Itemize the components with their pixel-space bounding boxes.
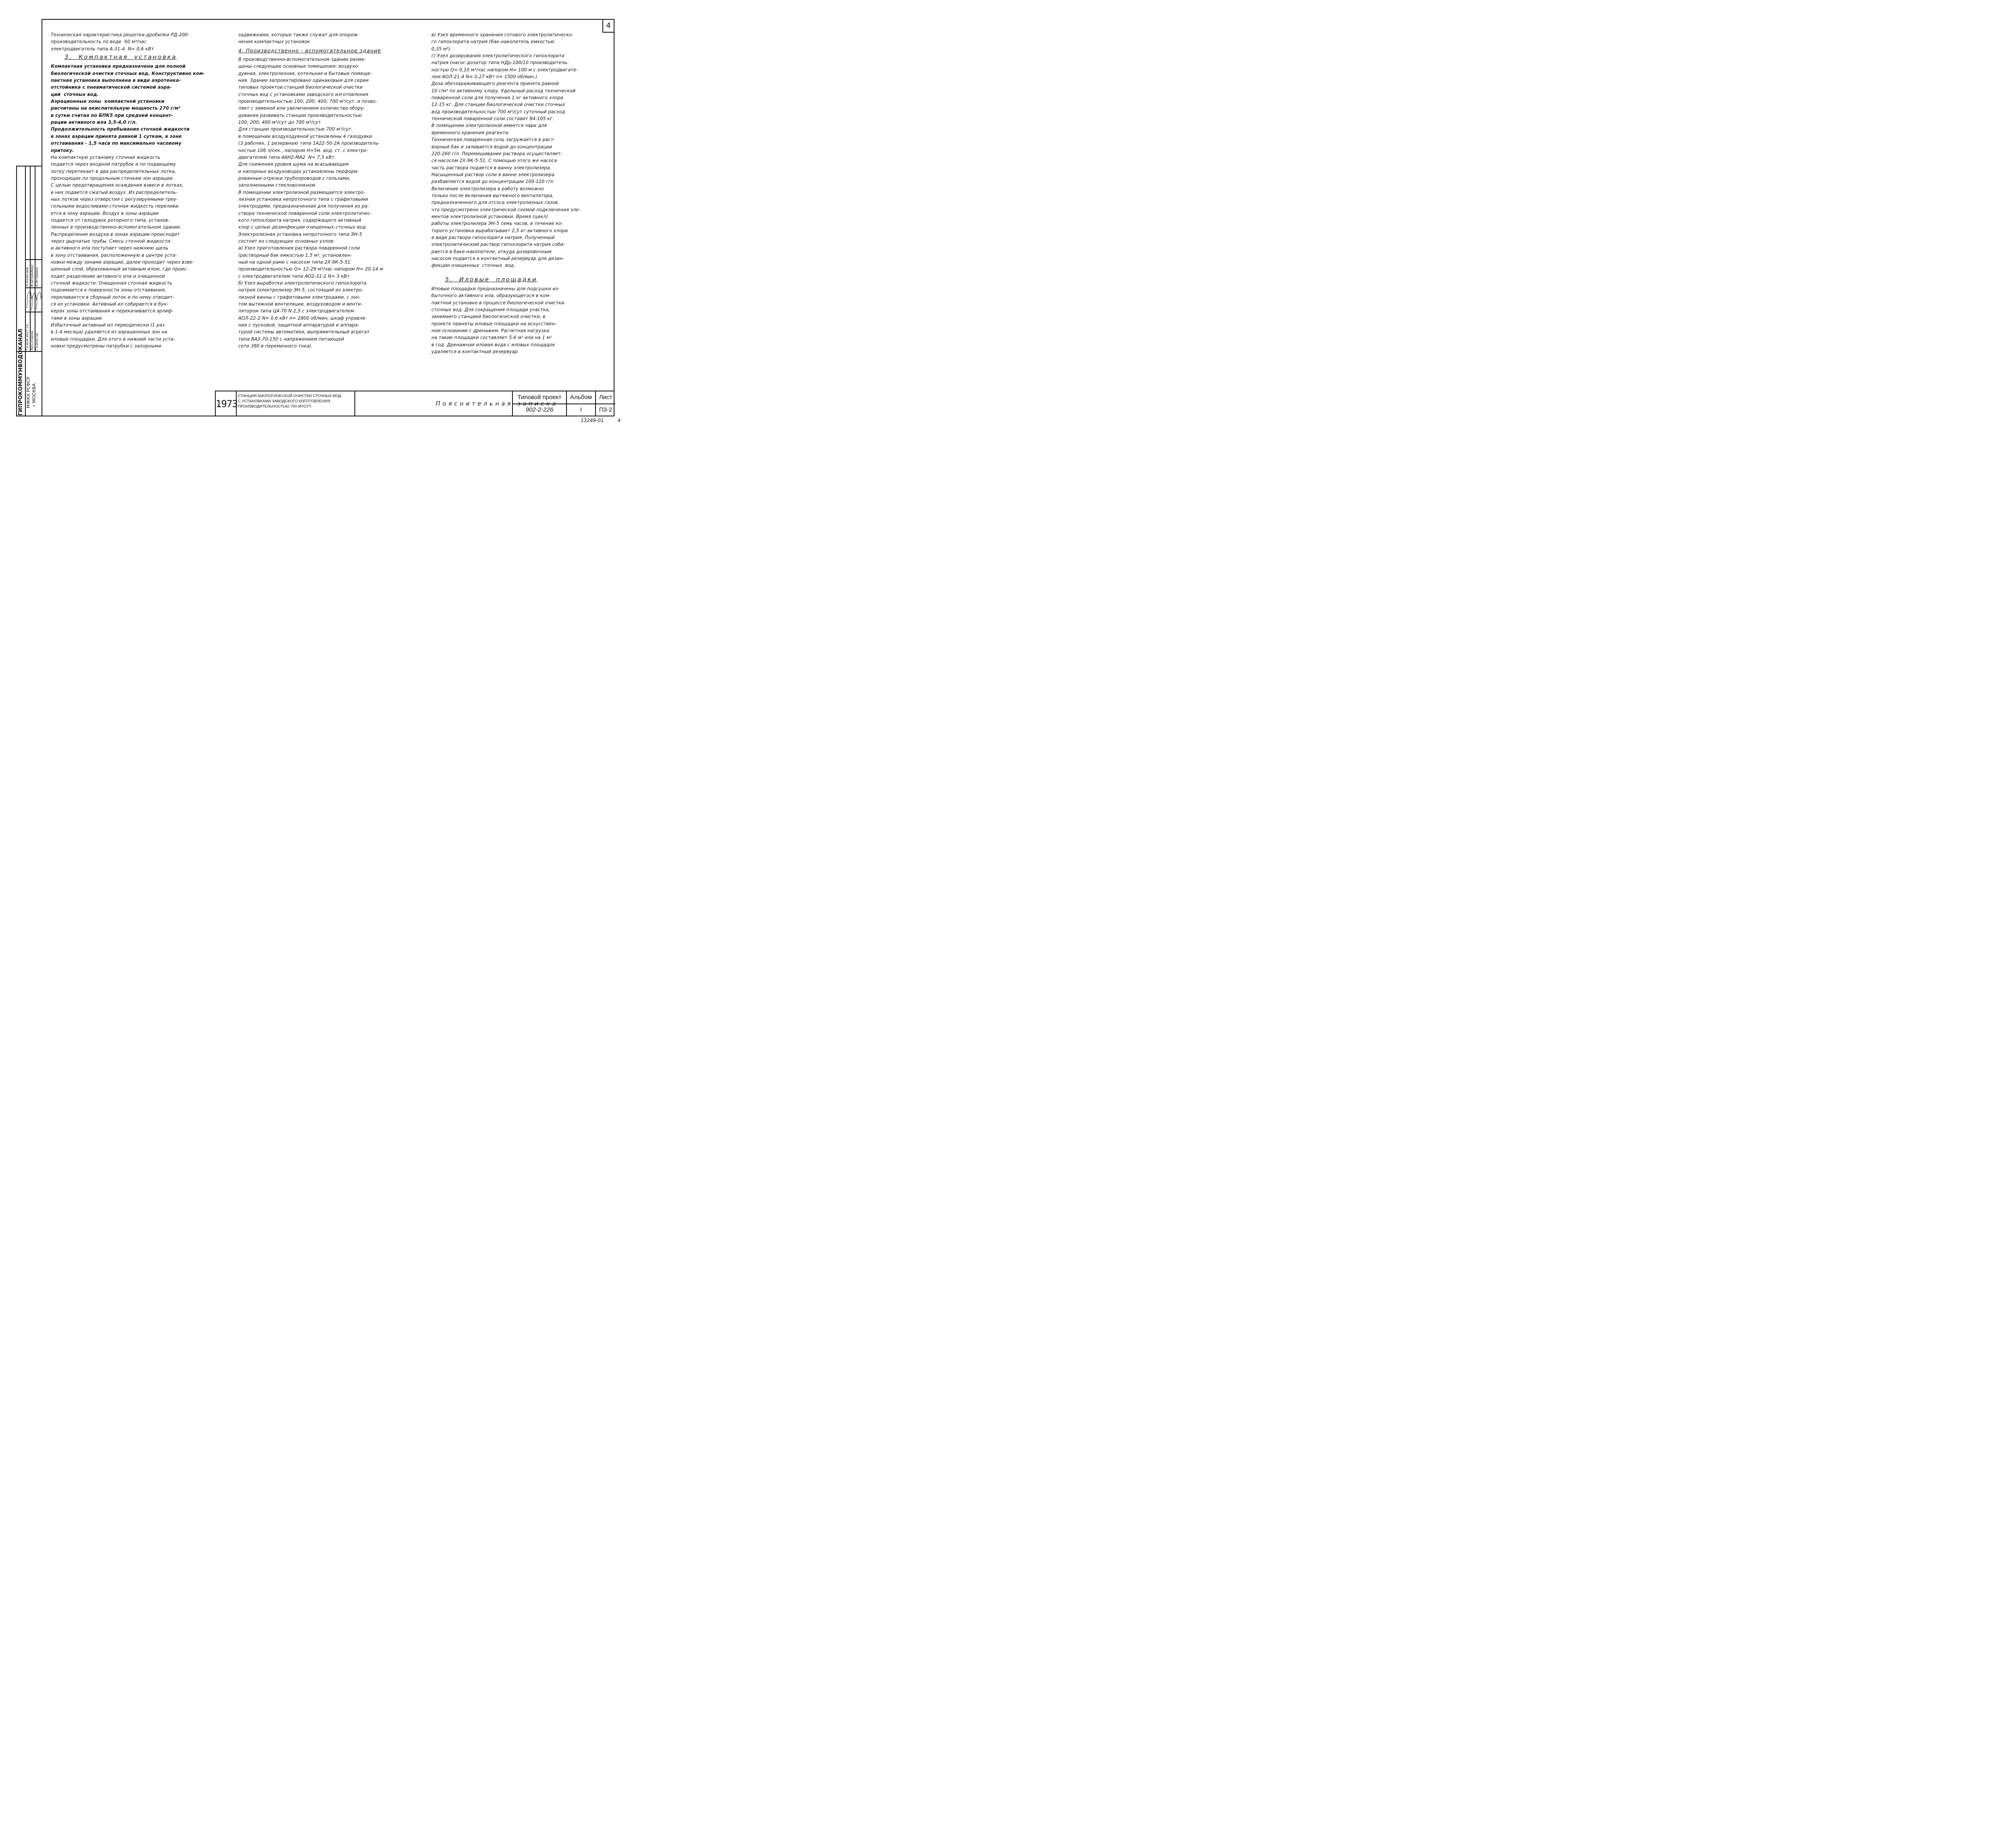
- text-line: насосом подается в контактный резервуар для дезин-: [431, 256, 564, 261]
- text-line: производительностью 100; 200; 400; 700 м³/сут. и позво-: [238, 99, 377, 104]
- sheet-label: Лист: [596, 391, 615, 404]
- text-line: Иловые площадки предназначены для подсушки из-: [431, 286, 560, 292]
- column-3: [431, 31, 609, 355]
- text-line: с электродвигателем типа АО2-31-2 N= 3 кВт: [238, 273, 350, 279]
- text-line: двигателем типа 4АН2-МА2 N= 7,5 кВт.: [238, 154, 336, 160]
- col2-body: [238, 56, 421, 349]
- text-line: лем АОЛ-21-4 N= 0,27 кВт n= 1500 об/мин.): [431, 74, 537, 80]
- title-note: Пояснительная записка: [436, 401, 558, 407]
- text-line: том вытяжной вентиляции, воздуховодом и венти-: [238, 302, 362, 307]
- text-line: ный на одной раме с насосом типа 2Х-9К-5-51: [238, 260, 350, 265]
- stamp-city: г.МОСКВА: [31, 383, 37, 407]
- title-year: 1973: [216, 391, 237, 416]
- text-line: на такие площадки составляет 5-6 м³ ила на 1 м²: [431, 335, 552, 341]
- text-line: ном основании с дренажем. Расчетная нагрузка: [431, 328, 550, 334]
- text-line: (3 рабочих, 1 резервная) типа 1А22-50-2А производитель-: [238, 141, 380, 146]
- text-line: Техническая поваренная соль загружается в раст-: [431, 137, 555, 143]
- text-line: Техническая характеристика решетки-дробилки РД-200:: [51, 32, 190, 37]
- stamp-row3-role: Гл.инж.пр.: [35, 332, 39, 350]
- title-line: С УСТАНОВКАМИ ЗАВОДСКОГО ИЗГОТОВЛЕНИЯ: [238, 399, 330, 404]
- text-line: гольными водосливами сточная жидкость перелива-: [51, 204, 180, 209]
- text-line: сточных вод. Для сокращения площади участка,: [431, 307, 550, 313]
- text-line: шенный слой, образованный активным илом, где проис-: [51, 266, 188, 272]
- text-line: в год. Дренажная иловая вода с иловых площадок: [431, 342, 555, 347]
- text-line: щены следующие основные помещения: воздухо-: [238, 64, 360, 69]
- text-line: проекте приняты иловые площадки на искусствен-: [431, 321, 557, 327]
- text-line: ния с пусковой, защитной аппаратурой и аппара-: [238, 322, 359, 328]
- text-line: ных лотков через отверстия с регулируемыми треу-: [51, 196, 178, 202]
- text-line: состоит из следующих основных узлов:: [238, 238, 335, 244]
- text-line: вод производительностью 700 м³/сут суточный расход: [431, 109, 565, 114]
- text-line: отстойника с пневматической системой аэра-: [51, 85, 172, 90]
- side-stamp: [16, 166, 42, 416]
- text-line: ментов электролизной установки. Время (цикл): [431, 214, 548, 219]
- text-line: нения компактных установок: [238, 39, 310, 45]
- col2-intro: [238, 31, 421, 46]
- stamp-ministry: МЖКХ РСФСР: [26, 376, 31, 408]
- text-line: Компактная установка предназначена для полной: [51, 64, 186, 69]
- project-cell: [513, 391, 567, 416]
- text-line: электролитический раствор гипохлорита натрия соби-: [431, 242, 565, 248]
- text-line: задвижками, которые также служат для опорож-: [238, 32, 360, 37]
- text-line: а) Узел приготовления раствора поваренной соли: [238, 245, 360, 251]
- text-line: ностью Q= 0,10 м³/час напором Н= 100 м с электродвигате-: [431, 67, 578, 73]
- text-line: 0,35 м³).: [431, 46, 452, 52]
- text-line: сточных вод с установками заводского изготовления: [238, 92, 369, 97]
- text-line: Насыщенный раствор соли в ванне электролизера: [431, 172, 555, 177]
- text-line: производительность по воде 60 м³/час: [51, 39, 147, 45]
- text-line: лизная установка непроточного типа с графитовыми: [238, 196, 368, 202]
- col1-body: [51, 63, 235, 349]
- text-line: в сутки считая по БПК5 при средней концент-: [51, 112, 173, 118]
- text-line: в виде раствора гипохлорита натрия. Полученный: [431, 235, 555, 240]
- text-line: типа ВАЗ-70-150 с напряжением питающей: [238, 336, 344, 342]
- text-line: рается в баке-накопителе, откуда дозировочным: [431, 249, 552, 254]
- text-line: керах зоны отстаивания и перекачивается эрлиф-: [51, 308, 174, 314]
- title-block-right: [512, 391, 614, 416]
- stamp-row3-name: А.Эстерман: [35, 267, 39, 287]
- text-line: Продолжительность пребывания сточной жидкости: [51, 127, 190, 132]
- text-line: натрия (насос-дозатор типа НДр-100/10 производитель-: [431, 60, 569, 66]
- text-line: быточного активного ила, образующегося в ком-: [431, 293, 551, 299]
- title-line: СТАНЦИЯ БИОЛОГИЧЕСКОЙ ОЧИСТКИ СТОЧНЫХ ВОД: [238, 394, 341, 398]
- stamp-row1-role: Гл.инж.инст-та: [25, 324, 29, 350]
- text-line: через дырчатые трубы. Смесь сточной жидкости: [51, 238, 171, 244]
- text-line: в зонах аэрации принята равной 1 суткам, в зоне: [51, 133, 182, 139]
- text-line: биологической очистки сточных вод. Конструктивно ком-: [51, 71, 205, 76]
- text-line: подается от газодувок роторного типа, установ-: [51, 217, 170, 223]
- text-line: предназначенного для отсоса электролизных газов,: [431, 200, 560, 206]
- text-line: Для станции производительностью 700 м³/сут.: [238, 127, 353, 132]
- text-line: рации активного ила 3,5-4,0 г/л.: [51, 120, 137, 125]
- sheet-number: 4: [602, 20, 614, 33]
- text-line: лотку перетекает в два распределительных лотка,: [51, 168, 176, 174]
- text-line: 220-260 г/л. Перемешивание раствора осуществляет-: [431, 151, 562, 156]
- col1-intro: [51, 31, 235, 52]
- text-line: Включение электролизера в работу возможно: [431, 186, 544, 191]
- text-line: ворный бак и заливается водой до концентрации: [431, 144, 552, 150]
- text-line: Электролизная установка непроточного типа ЭН-5: [238, 231, 362, 237]
- text-line: иловые площадки. Для этого в нижней части уста-: [51, 336, 175, 342]
- text-line: фекции очищенных сточных вод.: [431, 263, 515, 268]
- footer-code: 13249-01: [581, 418, 604, 423]
- text-line: новки предусмотрены патрубки с запорными: [51, 343, 161, 349]
- stamp-row1-name: Н.Колигаев: [25, 267, 29, 287]
- text-line: переливается в сборный лоток и по нему отводит-: [51, 294, 174, 300]
- text-line: поваренной соли для получения 1 кг активного хлора: [431, 95, 564, 101]
- text-line: Избыточный активный ил периодически (1 раз: [51, 322, 165, 328]
- text-line: работы электролизера ЭН-5 семь часов, в течение ко-: [431, 221, 563, 227]
- text-line: в помещении воздуходувной установлены 4 газодувки: [238, 133, 373, 139]
- text-line: ностью 106 л/сек., напором Н=5м. вод. ст. с электро-: [238, 148, 368, 153]
- album-label: Альбом: [567, 391, 595, 404]
- text-line: г) Узел дозирования электролитического гипохлорита: [431, 53, 564, 59]
- text-line: пактная установка выполнена в виде аэротенка-: [51, 78, 181, 83]
- text-line: ся из установки. Активный ил собирается в бун-: [51, 302, 169, 307]
- text-line: ленных в производственно-вспомогательном здании.: [51, 225, 181, 230]
- footer: [581, 418, 621, 423]
- col3-body-b: [431, 285, 609, 355]
- text-line: ется в зону аэрации. Воздух в зоны аэрации: [51, 210, 159, 216]
- text-line: лизной ванны с графитовыми электродами, с зон-: [238, 294, 361, 300]
- project-value: 902-2-226: [525, 406, 554, 413]
- text-line: ляет с заменой или увеличением количества обору-: [238, 106, 365, 111]
- text-line: В помещении электролизной имеется лари для: [431, 123, 547, 129]
- text-line: ций сточных вод.: [51, 92, 99, 97]
- text-line: электродвигатель типа А-31-4 N= 0,6 кВт: [51, 46, 154, 52]
- text-line: Аэрационные зоны компактной установки: [51, 99, 165, 104]
- title-line: ПРОИЗВОДИТЕЛЬНОСТЬЮ 700 М³/СУТ.: [238, 404, 312, 409]
- text-line: часть раствора подается в ванну электролизера.: [431, 165, 552, 171]
- text-line: ния. Здание запроектировано одинаковым для серии: [238, 78, 369, 83]
- text-line: производительностью Q= 12-29 м³/час напором Н= 20-14 м: [238, 266, 383, 272]
- text-line: притоку.: [51, 148, 74, 153]
- text-line: проходящих по продольным стенкам зон аэрации.: [51, 175, 174, 181]
- text-line: натрия (электролизер ЭН-5, состоящий из электро-: [238, 287, 364, 293]
- text-line: дувная, электролизная, котельная и бытовые помеще-: [238, 71, 372, 76]
- text-line: временного хранения реагента.: [431, 130, 510, 135]
- text-line: торого установка вырабатывает 2,5 кг активного хлора: [431, 228, 568, 233]
- text-line: разбавляется водой до концентрации 100-120 г/л.: [431, 179, 555, 185]
- text-line: дования развивать станции производительностью: [238, 112, 362, 118]
- text-line: пактной установке в процессе биологической очистки: [431, 300, 564, 306]
- text-line: заполненными стекловолокном.: [238, 183, 317, 188]
- signatures: [25, 288, 42, 312]
- text-line: ся насосом 2Х-9К-5-51. С помощью этого же насоса: [431, 158, 557, 164]
- text-line: занимаего станцией биологической очистки, в: [431, 314, 546, 320]
- sheet-value: П3-2: [599, 406, 612, 413]
- text-line: Распределение воздуха в зонах аэрации происходит: [51, 231, 180, 237]
- title-description: [237, 391, 355, 416]
- text-line: только после включения вытяжного вентилятора,: [431, 193, 554, 198]
- text-line: 12-15 кг. Для станции биологической очистки сточных: [431, 102, 565, 108]
- text-line: (растворный бак емкостью 1,5 м³, установлен-: [238, 252, 352, 258]
- stamp-row2-role: Нач.отдела: [30, 331, 34, 350]
- text-line: отстаивания - 1,5 часа по максимально часовому: [51, 141, 181, 146]
- text-line: рованные отрезки трубопроводов с гильзами,: [238, 175, 351, 181]
- album-cell: [567, 391, 596, 416]
- column-2: [238, 31, 421, 349]
- text-line: б) Узел выработки электролитического гипохлорита: [238, 281, 367, 286]
- footer-page: 4: [617, 418, 621, 423]
- text-line: в них подается сжатый воздух. Из распределитель-: [51, 189, 178, 195]
- text-line: Для снижения уровня шума на всасывающем: [238, 162, 349, 167]
- text-line: технической поваренной соли составит 84-105 кг.: [431, 116, 554, 122]
- text-line: 10 г/м³ по активному хлору. Удельный расход технической: [431, 88, 576, 94]
- text-line: удаляется в контактный резервуар.: [431, 349, 519, 355]
- project-label: Типовой проект: [513, 391, 566, 404]
- text-line: ходит разделение активного ила и очищенной: [51, 273, 165, 279]
- section-5-heading: 5. Иловые площадки: [445, 276, 537, 283]
- text-line: и активного ила поступает через нижнюю щель: [51, 245, 169, 251]
- text-line: что предусмотрено электрической схемой подключения эле-: [431, 207, 581, 212]
- text-line: подается через входной патрубок и по подающему: [51, 162, 176, 167]
- text-line: поднимается к поверхности зоны отстаивания,: [51, 287, 166, 293]
- text-line: 100; 200; 400 м³/сут до 700 м³/сут.: [238, 120, 322, 125]
- text-line: В помещении электролизной размещается электро-: [238, 189, 365, 195]
- text-line: электродами, предназначенная для получения из ра-: [238, 204, 369, 209]
- column-1: [51, 31, 235, 349]
- text-line: Доза обеззараживающего реагента принята равной: [431, 81, 559, 87]
- album-value: I: [580, 406, 582, 413]
- text-line: турой системы автоматики, выпрямительный агрегат: [238, 329, 370, 335]
- text-line: В производственно-вспомогательном здании разме-: [238, 57, 366, 62]
- col3-body-a: [431, 31, 609, 269]
- text-line: кого гипохлорита натрия, содержащего активный: [238, 217, 361, 223]
- text-line: и напорных воздуховодах установлены перфори-: [238, 168, 359, 174]
- text-line: новки между зонами аэрации, далее проходит через взве-: [51, 260, 194, 265]
- text-line: сети 380 в переменного тока).: [238, 343, 313, 349]
- text-line: С целью предотвращения осаждения взвеси в лотках,: [51, 183, 184, 188]
- text-line: в) Узел временного хранения готового электролитическо-: [431, 32, 574, 37]
- text-line: лятором типа Ц4-70 N 2,5 с электродвигателем: [238, 308, 354, 314]
- text-line: На компактную установку сточная жидкость: [51, 154, 160, 160]
- stamp-row2-name: В.Штейнберг: [30, 264, 34, 287]
- text-line: в 1-4 месяца) удаляется из аэрационных зон на: [51, 329, 167, 335]
- text-line: сточной жидкости. Очищенная сточная жидкость: [51, 281, 173, 286]
- sheet-cell: [596, 391, 615, 416]
- text-line: расчитаны на окислительную мощность 270 г/м³: [51, 106, 181, 111]
- section-3-heading: 3. Компактная установка: [65, 54, 177, 61]
- text-line: в зону отстаивания, расположенную в центре уста-: [51, 252, 177, 258]
- text-line: створа технической поваренной соли электролитичес-: [238, 210, 372, 216]
- text-line: хлор с целью дезинфекции очищенных сточных вод.: [238, 225, 367, 230]
- stamp-org: ГИПРОКОММУНВОДОКАНАЛ: [18, 329, 24, 416]
- text-line: типовых проектов станций биологической очистки: [238, 85, 363, 90]
- text-line: го гипохлорита натрия (бак-накопитель емкостью: [431, 39, 554, 45]
- text-line: АОЛ-22-2 N= 0,6 кВт n= 2800 об/мин; шкаф управле-: [238, 315, 367, 321]
- section-4-heading: 4. Производственно - вспомогательное здание: [238, 47, 381, 54]
- text-line: тами в зоны аэрации.: [51, 315, 103, 321]
